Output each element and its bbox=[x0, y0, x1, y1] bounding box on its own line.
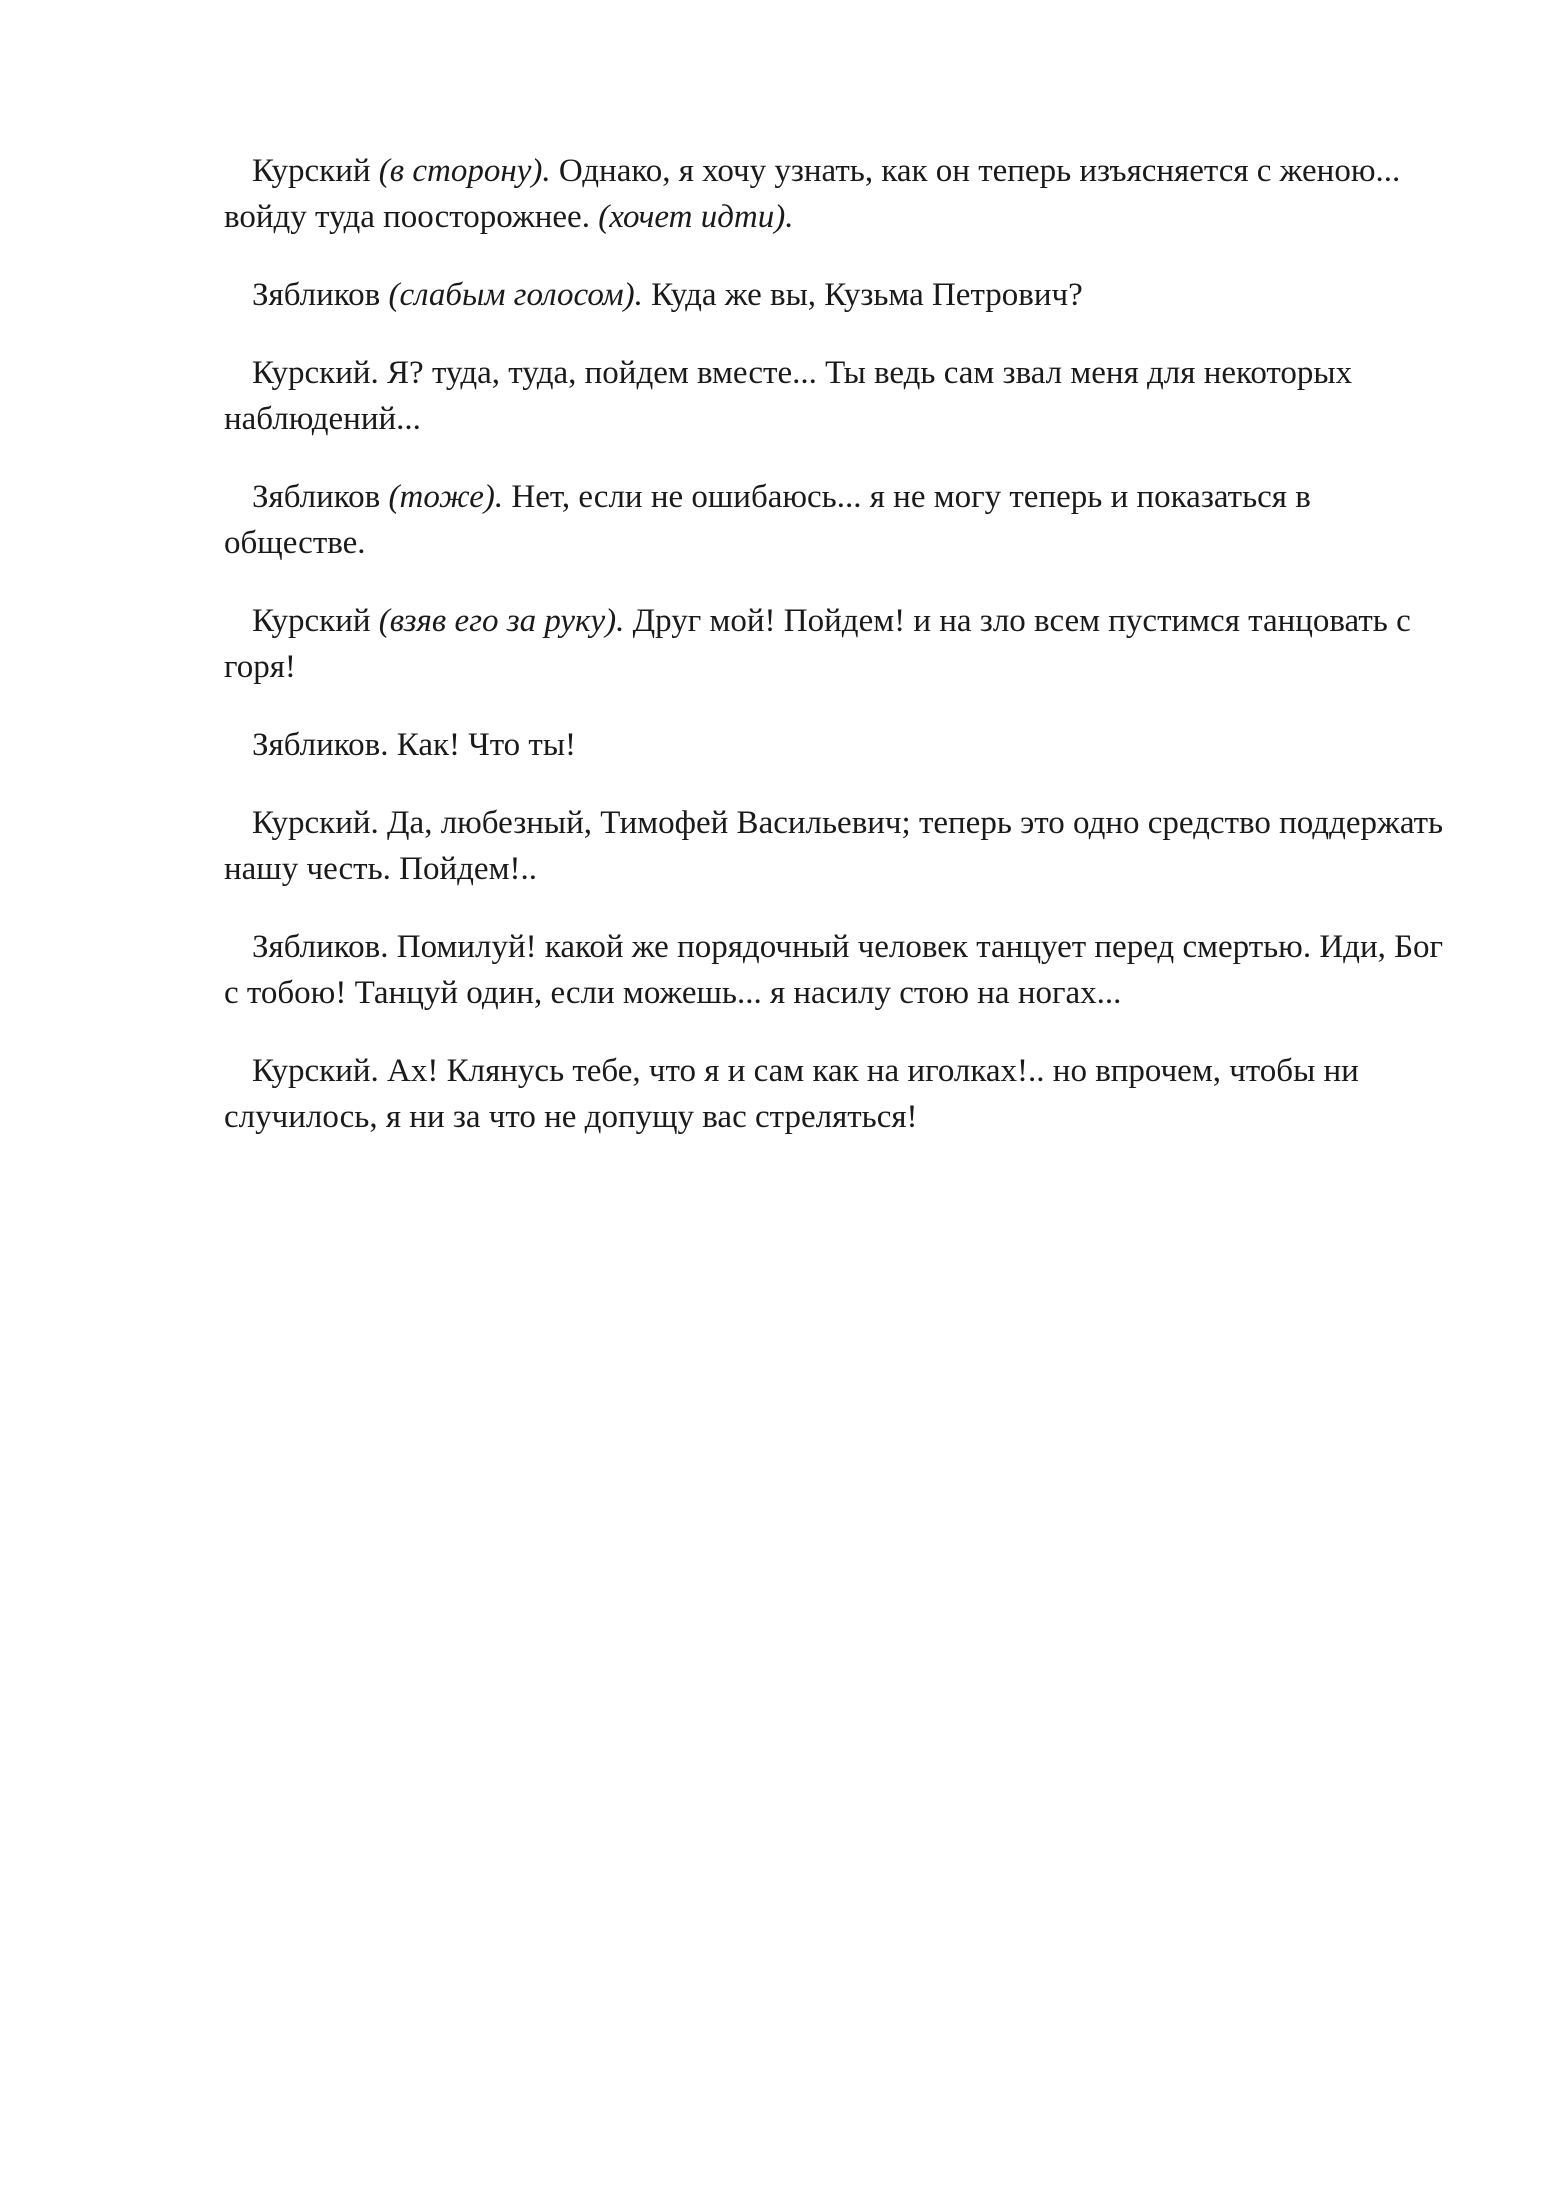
speaker-name: Курский. bbox=[252, 805, 379, 841]
dialogue-line: Помилуй! какой же порядочный человек танцует перед смертью. Иди, Бог с тобою! Танцуй один, если можешь... я насилу стою на ногах... bbox=[224, 929, 1444, 1011]
speaker-name: Зябликов. bbox=[252, 727, 389, 763]
dialogue-line: Я? туда, туда, пойдем вместе... Ты ведь сам звал меня для некоторых наблюдений... bbox=[224, 355, 1353, 437]
speaker-name: Зябликов bbox=[252, 479, 381, 515]
speaker-name: Курский bbox=[252, 603, 371, 639]
dialogue-text bbox=[224, 148, 1454, 1172]
dialogue-line: Да, любезный, Тимофей Васильевич; теперь это одно средство поддержать нашу честь. Пойдем!.. bbox=[224, 805, 1444, 887]
stage-direction: (в сторону). bbox=[378, 153, 551, 189]
speaker-name: Курский. bbox=[252, 355, 379, 391]
dialogue-line: Нет, если не ошибаюсь... я не могу теперь и показаться в обществе. bbox=[224, 479, 1311, 561]
speaker-name: Зябликов bbox=[252, 277, 381, 313]
dialogue-line: Куда же вы, Кузьма Петрович? bbox=[651, 277, 1083, 313]
dialogue-line: Ах! Клянусь тебе, что я и сам как на иголках!.. но впрочем, чтобы ни случилось, я ни за что не допущу вас стреляться! bbox=[224, 1053, 1359, 1135]
dialogue-paragraph bbox=[224, 598, 1454, 690]
dialogue-line: Однако, я хочу узнать, как он теперь изъясняется с женою... войду туда поосторожнее. bbox=[224, 153, 1401, 235]
dialogue-paragraph bbox=[224, 350, 1454, 442]
dialogue-paragraph bbox=[224, 722, 1454, 768]
dialogue-paragraph bbox=[224, 272, 1454, 318]
stage-direction: (слабым голосом). bbox=[388, 277, 643, 313]
dialogue-paragraph bbox=[224, 800, 1454, 892]
dialogue-paragraph bbox=[224, 1048, 1454, 1140]
stage-direction-end: (хочет идти). bbox=[598, 199, 794, 235]
speaker-name: Зябликов. bbox=[252, 929, 389, 965]
dialogue-line: Друг мой! Пойдем! и на зло всем пустимся танцовать с горя! bbox=[224, 603, 1411, 685]
dialogue-line: Как! Что ты! bbox=[396, 727, 577, 763]
dialogue-paragraph bbox=[224, 924, 1454, 1016]
speaker-name: Курский bbox=[252, 153, 371, 189]
stage-direction: (взяв его за руку). bbox=[378, 603, 625, 639]
speaker-name: Курский. bbox=[252, 1053, 379, 1089]
stage-direction: (тоже). bbox=[388, 479, 504, 515]
dialogue-paragraph bbox=[224, 474, 1454, 566]
dialogue-paragraph bbox=[224, 148, 1454, 240]
